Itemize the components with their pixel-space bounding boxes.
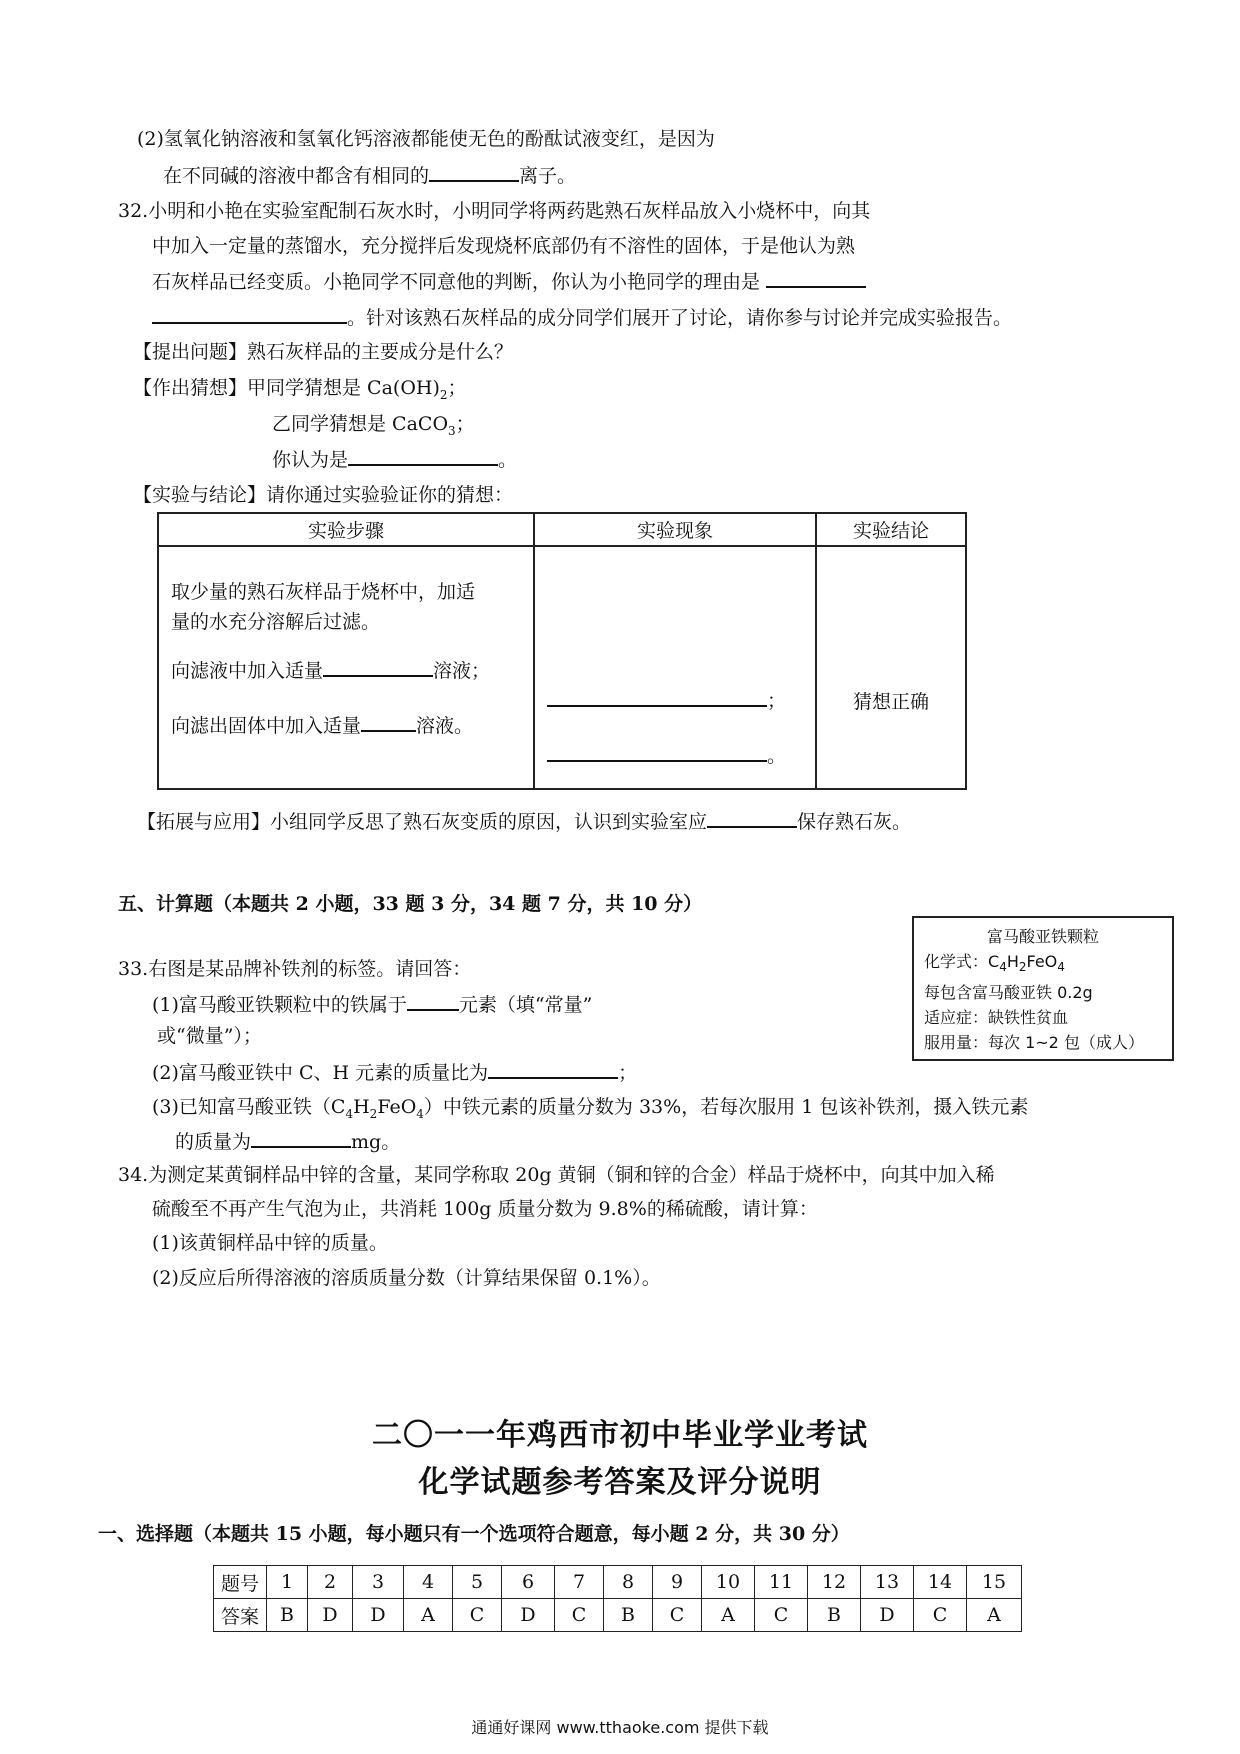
answer-key-subtitle: 化学试题参考答案及评分说明 bbox=[418, 1465, 822, 1500]
answer-letter: D bbox=[308, 1599, 353, 1632]
extension-suffix: 保存熟石灰。 bbox=[797, 811, 912, 833]
label-formula bbox=[924, 949, 1172, 980]
question-number: 7 bbox=[555, 1566, 604, 1599]
label-indication: 适应症：缺铁性贫血 bbox=[924, 1008, 1069, 1028]
step3-text: 向滤出固体中加入适量 bbox=[171, 715, 362, 737]
question-number: 3 bbox=[353, 1566, 404, 1599]
step2 bbox=[171, 655, 523, 686]
answer-blank[interactable] bbox=[152, 302, 347, 324]
q32-question: 【提出问题】熟石灰样品的主要成分是什么？ bbox=[133, 341, 514, 363]
steps-cell bbox=[158, 546, 534, 789]
formula-sub: 4 bbox=[345, 1106, 354, 1121]
question-number: 1 bbox=[267, 1566, 308, 1599]
answer-letter: B bbox=[267, 1599, 308, 1632]
answer-blank[interactable] bbox=[407, 989, 459, 1011]
q32-line4-text: 。针对该熟石灰样品的成分同学们展开了讨论，请你参与讨论并完成实验报告。 bbox=[347, 307, 1013, 329]
step3-suffix: 溶液。 bbox=[416, 715, 474, 737]
row-label-answers: 答案 bbox=[214, 1599, 267, 1632]
formula-sub: 2 bbox=[369, 1106, 378, 1121]
page-footer: 通通好课网 www.tthaoke.com 提供下载 bbox=[471, 1718, 769, 1737]
formula-part: FeO bbox=[377, 1096, 417, 1118]
q33-intro: 33.右图是某品牌补铁剂的标签。请回答： bbox=[118, 958, 472, 980]
conclusion-cell bbox=[816, 546, 966, 789]
q33-part1-suffix: 元素（填“常量” bbox=[458, 994, 593, 1016]
question-number: 12 bbox=[808, 1566, 861, 1599]
q31-part2-suffix: 离子。 bbox=[519, 165, 577, 187]
answer-letter: C bbox=[453, 1599, 502, 1632]
q33-part3-text: (3)已知富马酸亚铁（C bbox=[152, 1096, 346, 1118]
q33-part2 bbox=[152, 1057, 637, 1088]
question-number: 2 bbox=[308, 1566, 353, 1599]
question-number: 4 bbox=[404, 1566, 453, 1599]
question-number: 8 bbox=[604, 1566, 653, 1599]
question-number: 11 bbox=[755, 1566, 808, 1599]
header-steps: 实验步骤 bbox=[158, 513, 534, 546]
guess-a-subscript: 2 bbox=[439, 387, 448, 402]
guess-a-text: 甲同学猜想是 Ca(OH) bbox=[247, 377, 440, 399]
experiment-table bbox=[157, 512, 967, 790]
q33-part3 bbox=[152, 1092, 1028, 1129]
answer-row-letters bbox=[214, 1599, 1022, 1632]
answer-letter: B bbox=[808, 1599, 861, 1632]
answer-row-numbers bbox=[214, 1566, 1022, 1599]
question-number: 6 bbox=[502, 1566, 555, 1599]
q32-extension bbox=[137, 806, 911, 837]
question-number: 15 bbox=[967, 1566, 1022, 1599]
formula-sub: 4 bbox=[416, 1106, 424, 1121]
answer-letter: A bbox=[967, 1599, 1022, 1632]
answer-blank[interactable] bbox=[429, 160, 519, 182]
observation2-suffix: 。 bbox=[767, 745, 787, 767]
section5-heading: 五、计算题（本题共 2 小题，33 题 3 分，34 题 7 分，共 10 分） bbox=[118, 893, 703, 915]
q34-line1: 34.为测定某黄铜样品中锌的含量，某同学称取 20g 黄铜（铜和锌的合金）样品于烧杯中，向其中加入稀 bbox=[118, 1164, 995, 1186]
answer-blank[interactable] bbox=[488, 1057, 618, 1079]
formula-part: FeO bbox=[1026, 952, 1058, 971]
q33-part3-line2 bbox=[175, 1126, 400, 1157]
q32-experiment-intro: 【实验与结论】请你通过实验验证你的猜想： bbox=[133, 484, 514, 506]
formula-part: H bbox=[353, 1096, 370, 1118]
q32-guess-c bbox=[272, 444, 517, 475]
answer-blank[interactable] bbox=[707, 806, 797, 828]
guess-b-suffix: ； bbox=[455, 413, 475, 435]
formula-prefix: 化学式：C bbox=[924, 952, 1000, 971]
q32-line1: 32.小明和小艳在实验室配制石灰水时，小明同学将两药匙熟石灰样品放入小烧杯中，向其 bbox=[118, 200, 871, 222]
q33-part1 bbox=[152, 989, 592, 1020]
question-number: 9 bbox=[653, 1566, 702, 1599]
answers-section1-heading: 一、选择题（本题共 15 小题，每小题只有一个选项符合题意，每小题 2 分，共 30 分） bbox=[98, 1523, 850, 1545]
q32-line3 bbox=[152, 266, 866, 297]
q32-guess-a bbox=[133, 373, 467, 410]
table-body-row bbox=[158, 546, 966, 789]
q33-part2-suffix: ； bbox=[618, 1062, 638, 1084]
answer-letter: D bbox=[861, 1599, 914, 1632]
row-label-numbers: 题号 bbox=[214, 1566, 267, 1599]
answer-letter: B bbox=[604, 1599, 653, 1632]
q32-line4 bbox=[152, 302, 1012, 333]
q31-part2-line1: (2)氢氧化钠溶液和氢氧化钙溶液都能使无色的酚酞试液变红，是因为 bbox=[137, 128, 715, 150]
q34-line2: 硫酸至不再产生气泡为止，共消耗 100g 质量分数为 9.8%的稀硫酸，请计算： bbox=[152, 1198, 818, 1220]
formula-sub: 4 bbox=[999, 960, 1007, 975]
q33-part3-line2-text: 的质量为 bbox=[175, 1131, 252, 1153]
table-header-row bbox=[158, 513, 966, 546]
question-number: 10 bbox=[702, 1566, 755, 1599]
guess-label: 【作出猜想】 bbox=[133, 377, 248, 399]
q33-part2-text: (2)富马酸亚铁中 C、H 元素的质量比为 bbox=[152, 1062, 489, 1084]
answer-letter: C bbox=[914, 1599, 967, 1632]
answer-letter: C bbox=[755, 1599, 808, 1632]
q32-line2: 中加入一定量的蒸馏水，充分搅拌后发现烧杯底部仍有不溶性的固体，于是他认为熟 bbox=[152, 235, 856, 257]
formula-sub: 2 bbox=[1018, 960, 1027, 975]
q33-part1-text: (1)富马酸亚铁颗粒中的铁属于 bbox=[152, 994, 407, 1016]
q32-guess-b bbox=[272, 409, 475, 446]
observation2 bbox=[547, 740, 805, 771]
step1-line2: 量的水充分溶解后过滤。 bbox=[171, 611, 381, 633]
guess-b-subscript: 3 bbox=[448, 423, 456, 438]
extension-text: 【拓展与应用】小组同学反思了熟石灰变质的原因，认识到实验室应 bbox=[137, 811, 708, 833]
step2-text: 向滤液中加入适量 bbox=[171, 660, 324, 682]
answer-table bbox=[213, 1565, 1022, 1632]
q32-line3-text: 石灰样品已经变质。小艳同学不同意他的判断，你认为小艳同学的理由是 bbox=[152, 271, 761, 293]
answer-blank[interactable] bbox=[361, 710, 416, 732]
formula-sub: 4 bbox=[1057, 960, 1065, 975]
answer-letter: A bbox=[404, 1599, 453, 1632]
guess-a-suffix: ； bbox=[447, 377, 467, 399]
label-dosage: 服用量：每次 1~2 包（成人） bbox=[924, 1033, 1144, 1053]
answer-blank[interactable] bbox=[323, 655, 433, 677]
header-conclusion: 实验结论 bbox=[816, 513, 966, 546]
guess-c-suffix: 。 bbox=[498, 449, 518, 471]
answer-letter: A bbox=[702, 1599, 755, 1632]
q33-part3-suffix: ）中铁元素的质量分数为 33%，若每次服用 1 包该补铁剂，摄入铁元素 bbox=[423, 1096, 1029, 1118]
q33-part1-line2: 或“微量”）； bbox=[157, 1025, 262, 1047]
question-number: 5 bbox=[453, 1566, 502, 1599]
step3 bbox=[171, 710, 523, 741]
guess-c-text: 你认为是 bbox=[272, 449, 349, 471]
label-title: 富马酸亚铁颗粒 bbox=[986, 927, 1099, 946]
q31-part2-line2 bbox=[163, 160, 576, 191]
answer-letter: D bbox=[353, 1599, 404, 1632]
question-number: 14 bbox=[914, 1566, 967, 1599]
step1-line1: 取少量的熟石灰样品于烧杯中，加适 bbox=[171, 581, 476, 603]
answer-blank[interactable] bbox=[766, 266, 866, 288]
question-number: 13 bbox=[861, 1566, 914, 1599]
answer-blank[interactable] bbox=[547, 685, 767, 707]
q33-part3-line2-suffix: mg。 bbox=[351, 1131, 401, 1153]
label-content: 每包含富马酸亚铁 0.2g bbox=[924, 983, 1093, 1003]
q34-part1: (1)该黄铜样品中锌的质量。 bbox=[152, 1232, 388, 1254]
guess-b-text: 乙同学猜想是 CaCO bbox=[272, 413, 449, 435]
answer-key-title: 二〇一一年鸡西市初中毕业学业考试 bbox=[372, 1418, 868, 1453]
answer-blank[interactable] bbox=[348, 444, 498, 466]
formula-part: H bbox=[1006, 952, 1019, 971]
observation1 bbox=[547, 685, 805, 716]
supplement-label-box bbox=[912, 916, 1174, 1061]
answer-letter: D bbox=[502, 1599, 555, 1632]
observation1-suffix: ； bbox=[767, 690, 787, 712]
answer-letter: C bbox=[555, 1599, 604, 1632]
answer-letter: C bbox=[653, 1599, 702, 1632]
answer-blank[interactable] bbox=[251, 1126, 351, 1148]
step2-suffix: 溶液； bbox=[433, 660, 491, 682]
header-observations: 实验现象 bbox=[534, 513, 816, 546]
observations-cell bbox=[534, 546, 816, 789]
q34-part2: (2)反应后所得溶液的溶质质量分数（计算结果保留 0.1%）。 bbox=[152, 1267, 661, 1289]
answer-blank[interactable] bbox=[547, 740, 767, 762]
conclusion-text: 猜想正确 bbox=[852, 691, 929, 713]
q31-part2-text: 在不同碱的溶液中都含有相同的 bbox=[163, 165, 430, 187]
